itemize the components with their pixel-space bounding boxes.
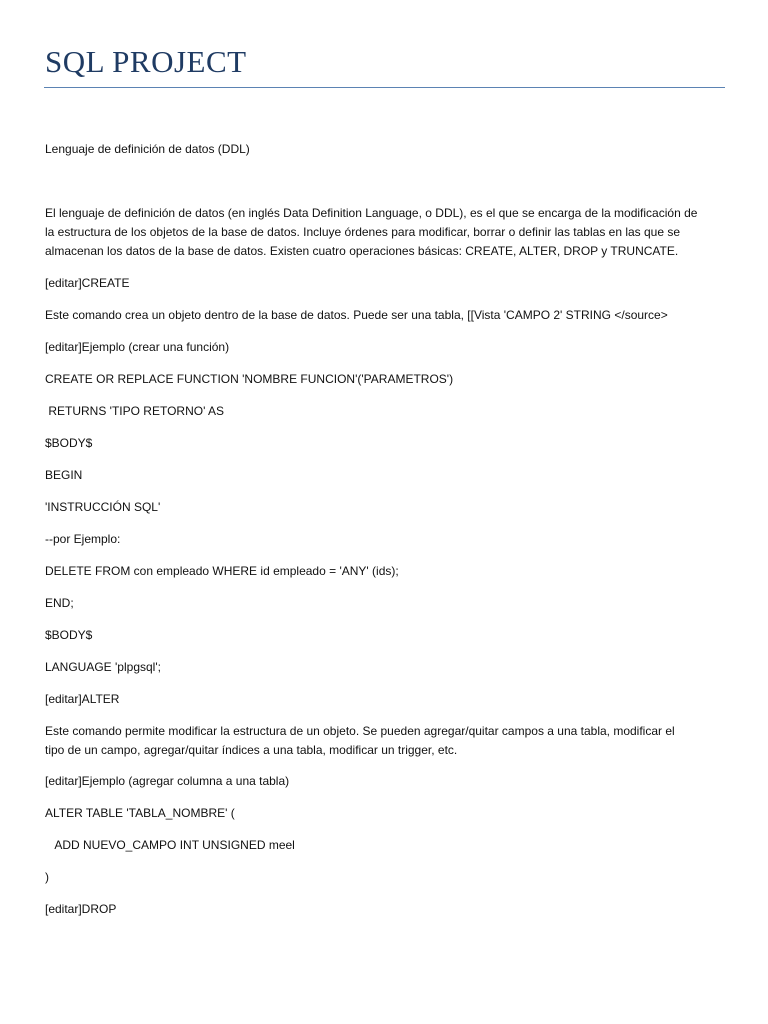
code-line: DELETE FROM con empleado WHERE id empleado = 'ANY' (ids); (45, 564, 399, 578)
code-line: ALTER TABLE 'TABLA_NOMBRE' ( (45, 806, 235, 820)
code-line: END; (45, 596, 74, 610)
code-line: RETURNS 'TIPO RETORNO' AS (45, 404, 225, 418)
section-heading-drop: [editar]DROP (45, 902, 117, 916)
code-line: CREATE OR REPLACE FUNCTION 'NOMBRE FUNCION'('PARAMETROS') (45, 372, 454, 386)
paragraph-line: la estructura de los objetos de la base de datos. Incluye órdenes para modificar, borrar o definir las tablas en las que se (45, 225, 681, 239)
section-heading-ddl: Lenguaje de definición de datos (DDL) (45, 142, 250, 156)
subheading-example: [editar]Ejemplo (agregar columna a una tabla) (45, 774, 290, 788)
paragraph-line: El lenguaje de definición de datos (en inglés Data Definition Language, o DDL), es el que se encarga de la modificación de (45, 206, 698, 220)
section-heading-create: [editar]CREATE (45, 276, 130, 290)
page-title: SQL PROJECT (45, 44, 247, 79)
paragraph-line: tipo de un campo, agregar/quitar índices a una tabla, modificar un trigger, etc. (45, 743, 458, 757)
code-line: 'INSTRUCCIÓN SQL' (45, 500, 161, 514)
title-divider (44, 87, 725, 88)
paragraph-line: Este comando crea un objeto dentro de la base de datos. Puede ser una tabla, [[Vista 'CAMPO 2' STRING </source> (45, 308, 668, 322)
paragraph-line: almacenan los datos de la base de datos. Existen cuatro operaciones básicas: CREATE, ALTER, DROP y TRUNCATE. (45, 244, 679, 258)
code-line: $BODY$ (45, 436, 93, 450)
paragraph-line: Este comando permite modificar la estructura de un objeto. Se pueden agregar/quitar campos a una tabla, modificar el (45, 724, 675, 738)
code-line: --por Ejemplo: (45, 532, 121, 546)
code-line: LANGUAGE 'plpgsql'; (45, 660, 161, 674)
code-line: ) (45, 870, 49, 884)
code-line: ADD NUEVO_CAMPO INT UNSIGNED meel (45, 838, 295, 852)
code-line: BEGIN (45, 468, 83, 482)
section-heading-alter: [editar]ALTER (45, 692, 120, 706)
subheading-example: [editar]Ejemplo (crear una función) (45, 340, 230, 354)
code-line: $BODY$ (45, 628, 93, 642)
